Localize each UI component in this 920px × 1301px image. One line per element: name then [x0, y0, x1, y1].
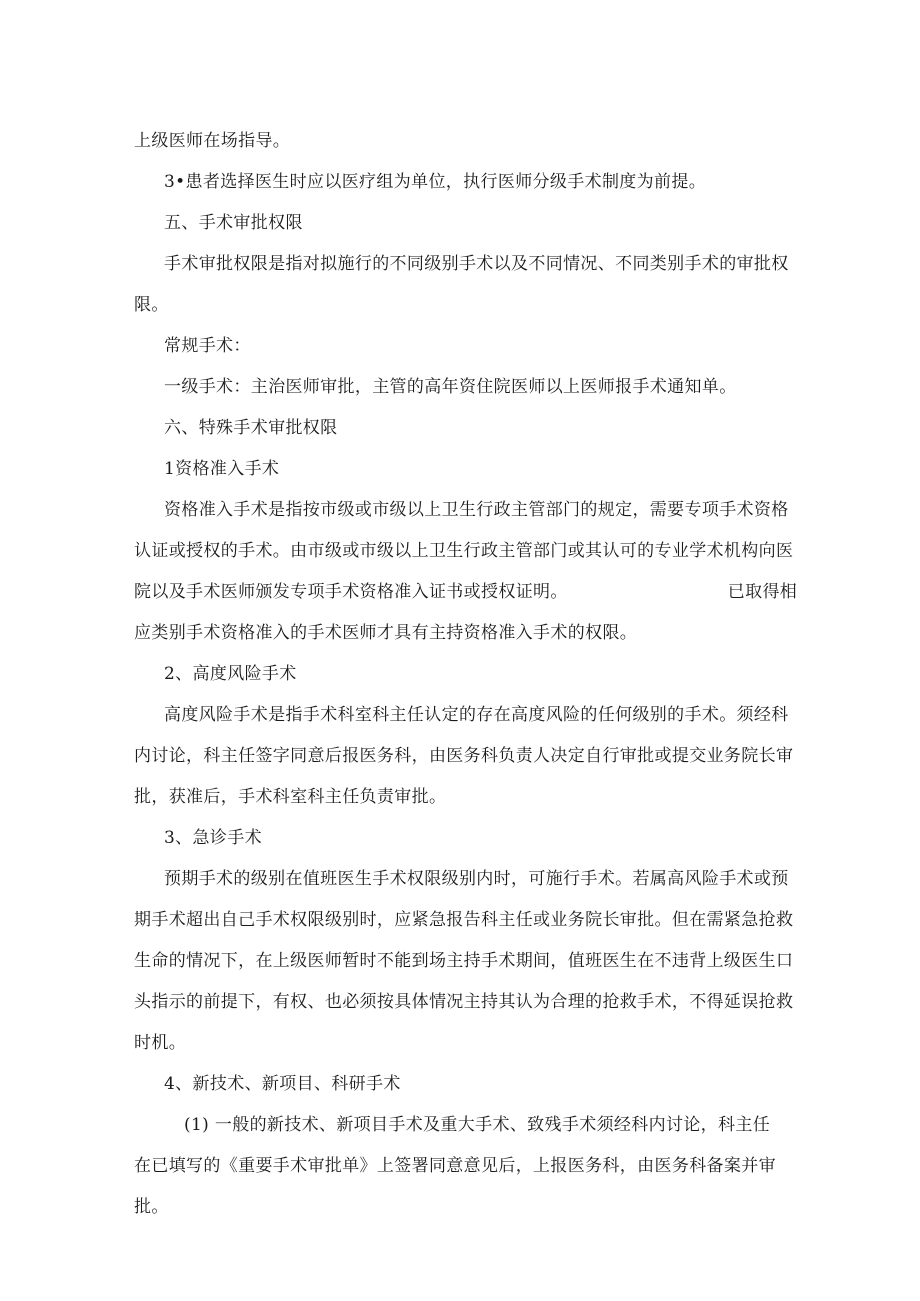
section-heading: 五、手术审批权限 [164, 213, 303, 233]
list-item: 3•患者选择医生时应以医疗组为单位，执行医师分级手术制度为前提。 [164, 172, 707, 192]
paragraph-line: 高度风险手术是指手术科室科主任认定的存在高度风险的任何级别的手术。须经科 [164, 705, 789, 725]
subheading: 2、高度风险手术 [164, 664, 297, 684]
paragraph-line: 应类别手术资格准入的手术医师才具有主持资格准入手术的权限。 [134, 623, 638, 643]
list-item: (1) 一般的新技术、新项目手术及重大手术、致残手术须经科内讨论，科主任 [184, 1115, 771, 1135]
paragraph-line [134, 582, 797, 602]
paragraph-fragment: 院以及手术医师颁发专项手术资格准入证书或授权证明。 [134, 582, 568, 602]
text-line: 上级医师在场指导。 [134, 131, 291, 151]
paragraph-line: 手术审批权限是指对拟施行的不同级别手术以及不同情况、不同类别手术的审批权 [164, 254, 789, 274]
subheading: 3、急诊手术 [164, 828, 262, 848]
paragraph-line: 认证或授权的手术。由市级或市级以上卫生行政主管部门或其认可的专业学术机构向医 [134, 541, 794, 561]
paragraph-line: 资格准入手术是指按市级或市级以上卫生行政主管部门的规定，需要专项手术资格 [164, 500, 789, 520]
paragraph-fragment: 已取得相 [727, 582, 798, 602]
paragraph-line: 在已填写的《重要手术审批单》上签署同意意见后，上报医务科，由医务科备案并审 [134, 1156, 776, 1176]
paragraph-line: 批。 [134, 1197, 169, 1217]
subheading: 4、新技术、新项目、科研手术 [164, 1074, 401, 1094]
paragraph-line: 一级手术：主治医师审批，主管的高年资住院医师以上医师报手术通知单。 [164, 377, 737, 397]
subheading: 1资格准入手术 [164, 459, 280, 479]
paragraph-line: 预期手术的级别在值班医生手术权限级别内时，可施行手术。若属高风险手术或预 [164, 869, 789, 889]
paragraph-line: 时机。 [134, 1033, 187, 1053]
paragraph-line: 限。 [134, 295, 169, 315]
paragraph-line: 内讨论，科主任签字同意后报医务科，由医务科负责人决定自行审批或提交业务院长审 [134, 746, 794, 766]
paragraph-line: 头指示的前提下，有权、也必须按具体情况主持其认为合理的抢救手术，不得延误抢救 [134, 992, 794, 1012]
subheading: 常规手术： [164, 336, 251, 356]
paragraph-line: 批，获准后，手术科室科主任负责审批。 [134, 787, 447, 807]
section-heading: 六、特殊手术审批权限 [164, 418, 338, 438]
paragraph-line: 生命的情况下，在上级医师暂时不能到场主持手术期间，值班医生在不违背上级医生口 [134, 951, 794, 971]
paragraph-line: 期手术超出自己手术权限级别时，应紧急报告科主任或业务院长审批。但在需紧急抢救 [134, 910, 794, 930]
